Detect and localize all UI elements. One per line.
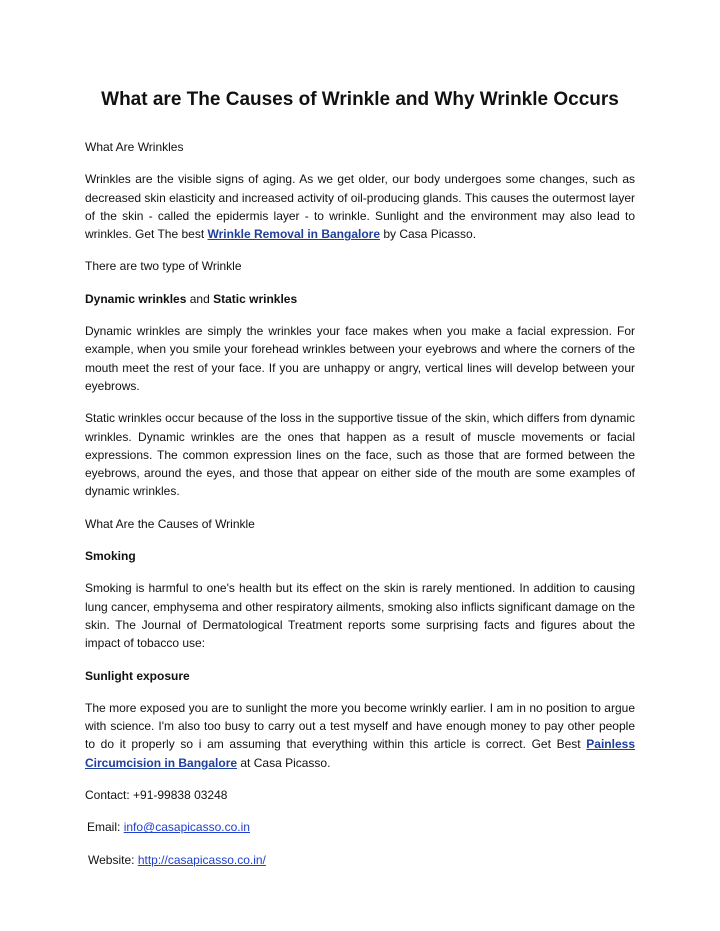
dynamic-wrinkles-label: Dynamic wrinkles — [85, 291, 187, 306]
email-label: Email: — [87, 820, 124, 835]
smoking-heading: Smoking — [85, 549, 136, 564]
website-link[interactable]: http://casapicasso.co.in/ — [137, 852, 266, 867]
painless-circumcision-link[interactable]: Painless Circumcision in Bangalore — [85, 737, 635, 770]
paragraph-sunlight — [85, 699, 635, 772]
two-types-text: There are two type of Wrinkle — [85, 259, 242, 274]
paragraph-sunlight-after: at Casa Picasso. — [237, 755, 331, 770]
wrinkle-types-line — [85, 290, 635, 308]
paragraph-static: Static wrinkles occur because of the loss in the supportive tissue of the skin, which differs from dynamic wrinkles. Dynamic wrinkles are the ones that happen as a result of muscle movements or facial expressions. The common expression lines on the face, such as those that are formed between the eyebrows, around the eyes, and those that appear on either side of the mouth are some examples of dynamic wrinkles. — [85, 411, 635, 499]
paragraph-intro-text: Wrinkles are the visible signs of aging. As we get older, our body undergoes some changes, such as decreased skin elasticity and increased activity of oil-producing glands. This causes the outermost layer of the skin - called the epidermis layer - to wrinkle. Sunlight and the environment may also lead to wrinkles. Get The best — [85, 172, 635, 242]
paragraph-smoking: Smoking is harmful to one's health but its effect on the skin is rarely mentioned. In addition to causing lung cancer, emphysema and other respiratory ailments, smoking also inflicts significant damage on the skin. The Journal of Dermatological Treatment reports some surprising facts and figures about the impact of tobacco use: — [85, 581, 635, 651]
and-word: and — [186, 291, 214, 306]
email-link[interactable]: info@casapicasso.co.in — [123, 820, 250, 835]
wrinkle-removal-link[interactable]: Wrinkle Removal in Bangalore — [207, 227, 380, 242]
paragraph-intro-after: by Casa Picasso. — [380, 227, 477, 242]
website-line — [85, 851, 635, 869]
page-title: What are The Causes of Wrinkle and Why Wrinkle Occurs — [101, 89, 619, 110]
paragraph-intro — [85, 170, 635, 243]
static-wrinkles-label: Static wrinkles — [213, 291, 298, 306]
website-label: Website: — [88, 852, 138, 867]
email-line — [85, 818, 635, 836]
paragraph-sunlight-text: The more exposed you are to sunlight the more you become wrinkly earlier. I am in no position to argue with science. I'm also too busy to carry out a test myself and have enough money to pay other people to do it properly so i am assuming that everything within this article is correct. Get Best — [85, 700, 635, 752]
sunlight-heading: Sunlight exposure — [85, 668, 190, 683]
section-heading-causes: What Are the Causes of Wrinkle — [85, 516, 255, 531]
contact-line: Contact: +91-99838 03248 — [85, 788, 228, 803]
section-heading-what-are-wrinkles: What Are Wrinkles — [85, 140, 184, 154]
paragraph-dynamic: Dynamic wrinkles are simply the wrinkles your face makes when you make a facial expression. For example, when you smile your forehead wrinkles between your eyebrows and where the corners of the mouth meet the rest of your face. If you are unhappy or angry, vertical lines will develop between your eyebrows. — [85, 324, 635, 393]
